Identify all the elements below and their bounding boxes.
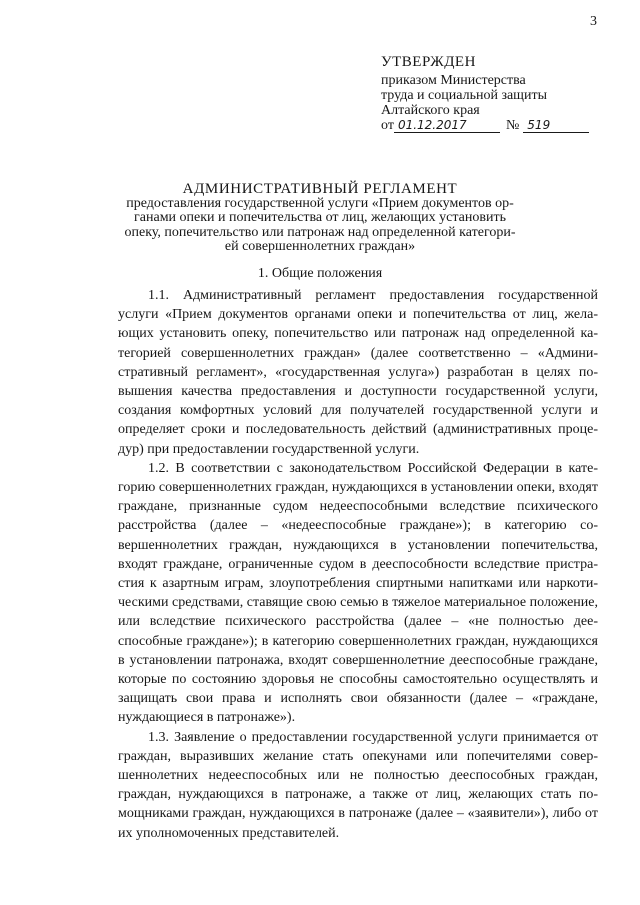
date-prefix: от	[381, 118, 394, 133]
approval-block	[381, 55, 611, 133]
page-number: 3	[590, 14, 597, 29]
approval-line-1: приказом Министерства	[381, 73, 526, 88]
paragraph-1-2: 1.2. В соответствии с законодательством Российской Федерации в категорию совершеннолетних граждан, нуждающихся в установлении опеки, входят граждане, признанные судом недееспособными вследствие психического расстройства (далее – «недееспособные граждане»); в категорию совершеннолетних граждан, нуждающихся в установлении попечительства, входят граждане, ограниченные судом в дееспособности вследствие пристрастия к азартным играм, злоупотребления спиртными напитками или наркотическими средствами, ставящие свою семью в тяжелое материальное положение, или вследствие психического расстройства (далее – «не полностью дееспособные граждане»); в категорию совершеннолетних граждан, нуждающихся в установлении патронажа, входят совершеннолетние дееспособные граждане, которые по состоянию здоровья не способны самостоятельно осуществлять и защищать свои права и исполнять свои обязанности (далее – «граждане, нуждающиеся в патронаже»).	[118, 460, 598, 726]
approved-heading: УТВЕРЖДЕН	[381, 54, 476, 70]
body-text	[118, 286, 598, 843]
subtitle-line: ганами опеки и попечительства от лиц, желающих установить	[134, 210, 506, 225]
approval-line-3: Алтайского края	[381, 103, 480, 118]
paragraph-1-3: 1.3. Заявление о предоставлении государственной услуги принимается от граждан, выразивших желание стать опекунами или попечителями совершеннолетних недееспособных или не полностью дееспособных граждан, граждан, нуждающихся в патронаже, а также от лиц, желающих стать помощниками граждан, нуждающихся в патронаже (далее – «заявители»), либо от их уполномоченных представителей.	[118, 729, 598, 841]
document-title: АДМИНИСТРАТИВНЫЙ РЕГЛАМЕНТ	[182, 181, 458, 197]
subtitle-line: опеку, попечительство или патронаж над определенной категори-	[124, 224, 516, 240]
handwritten-date: 01.12.2017	[394, 118, 500, 133]
document-title-block	[110, 182, 530, 255]
subtitle-line: ей совершеннолетних граждан»	[224, 239, 416, 254]
order-line	[381, 118, 611, 133]
section-heading: 1. Общие положения	[257, 266, 383, 281]
handwritten-order-number: 519	[523, 118, 589, 133]
number-sign: №	[505, 118, 520, 133]
subtitle-line: предоставления государственной услуги «Прием документов ор-	[126, 195, 514, 211]
paragraph-1-1: 1.1. Административный регламент предоставления государственной услуги «Прием документов органами опеки и попечительства от лиц, желающих установить опеку, попечительство или патронаж над определенной категорией совершеннолетних граждан» (далее соответственно – «Административный регламент», «государственная услуга») разработан в целях повышения качества предоставления и доступности государственной услуги, создания комфортных условий для получателей государственной услуги и определяет сроки и последовательность действий (административных процедур) при предоставлении государственной услуги.	[118, 288, 598, 457]
approval-line-2: труда и социальной защиты	[381, 88, 547, 103]
